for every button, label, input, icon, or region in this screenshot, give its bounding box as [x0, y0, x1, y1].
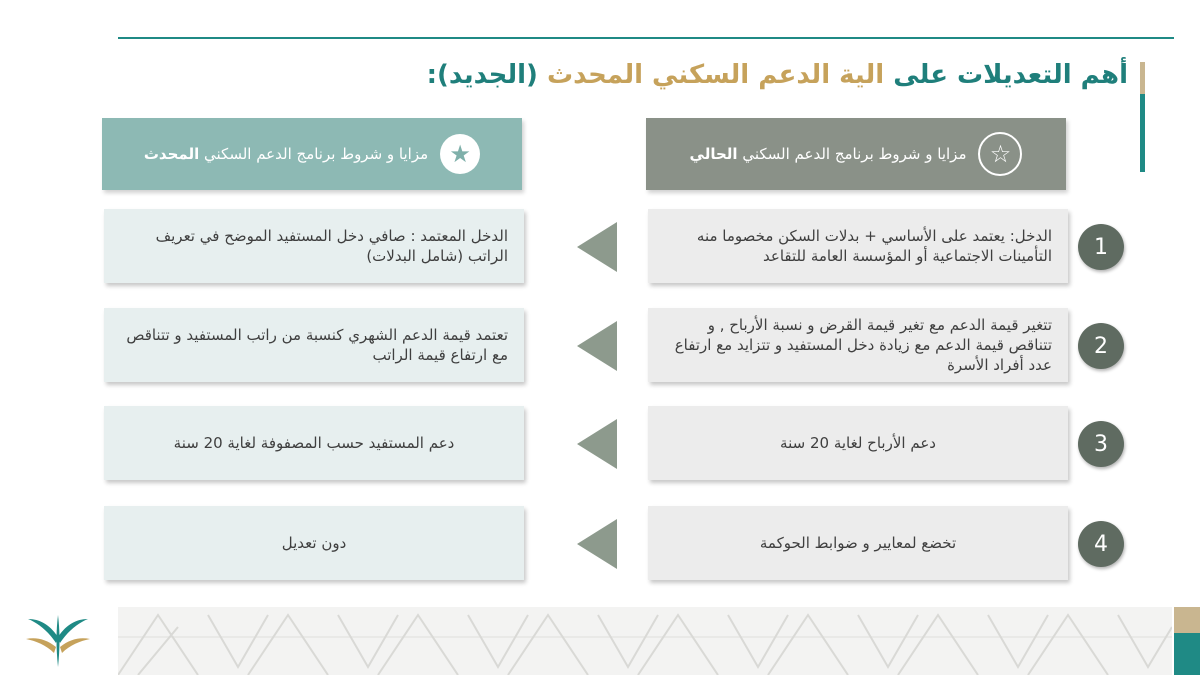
- current-condition-box: تخضع لمعايير و ضوابط الحوكمة: [648, 506, 1068, 580]
- ministry-logo-icon: [22, 607, 94, 669]
- header-current-program: [646, 118, 1066, 190]
- current-condition-box: الدخل: يعتمد على الأساسي + بدلات السكن مخصوما منه التأمينات الاجتماعية أو المؤسسة العامة للتقاعد: [648, 209, 1068, 283]
- row-number-badge: 4: [1078, 521, 1124, 567]
- footer-pattern-icon: [118, 607, 1172, 675]
- new-condition-box: تعتمد قيمة الدعم الشهري كنسبة من راتب المستفيد و تتناقص مع ارتفاع قيمة الراتب: [104, 308, 524, 382]
- title-accent-bar: [1140, 62, 1145, 172]
- title-highlight: الية الدعم السكني المحدث: [547, 60, 885, 90]
- new-condition-box: دعم المستفيد حسب المصفوفة لغاية 20 سنة: [104, 406, 524, 480]
- star-filled-icon: ★: [440, 134, 480, 174]
- header-new-text: مزايا و شروط برنامج الدعم السكني: [199, 145, 429, 163]
- header-new-program: [102, 118, 522, 190]
- footer-pattern-band: [118, 607, 1172, 675]
- arrow-left-icon: [577, 519, 617, 569]
- header-new-label: [144, 145, 428, 163]
- arrow-left-icon: [577, 222, 617, 272]
- row-number-badge: 3: [1078, 421, 1124, 467]
- row-number-badge: 2: [1078, 323, 1124, 369]
- title-part-1: أهم التعديلات على: [884, 60, 1128, 90]
- new-condition-box: الدخل المعتمد : صافي دخل المستفيد الموضح في تعريف الراتب (شامل البدلات): [104, 209, 524, 283]
- arrow-left-icon: [577, 419, 617, 469]
- footer-accent-bar: [1174, 607, 1200, 675]
- row-number-badge: 1: [1078, 224, 1124, 270]
- header-current-bold: الحالي: [689, 145, 738, 163]
- page-title: [427, 60, 1128, 90]
- title-part-3: (الجديد):: [426, 60, 547, 90]
- comparison-row-1: [0, 209, 1200, 285]
- current-condition-box: تتغير قيمة الدعم مع تغير قيمة القرض و نسبة الأرباح , و تتناقص قيمة الدعم مع زيادة دخل المستفيد و تتزايد مع ارتفاع عدد أفراد الأسرة: [648, 308, 1068, 382]
- comparison-row-2: [0, 308, 1200, 384]
- comparison-row-4: [0, 506, 1200, 582]
- new-condition-box: دون تعديل: [104, 506, 524, 580]
- arrow-left-icon: [577, 321, 617, 371]
- comparison-row-3: [0, 406, 1200, 482]
- header-current-text: مزايا و شروط برنامج الدعم السكني: [737, 145, 967, 163]
- top-divider: [118, 37, 1174, 39]
- star-outline-icon: ☆: [978, 132, 1022, 176]
- header-current-label: [690, 145, 967, 163]
- current-condition-box: دعم الأرباح لغاية 20 سنة: [648, 406, 1068, 480]
- header-new-bold: المحدث: [143, 145, 200, 163]
